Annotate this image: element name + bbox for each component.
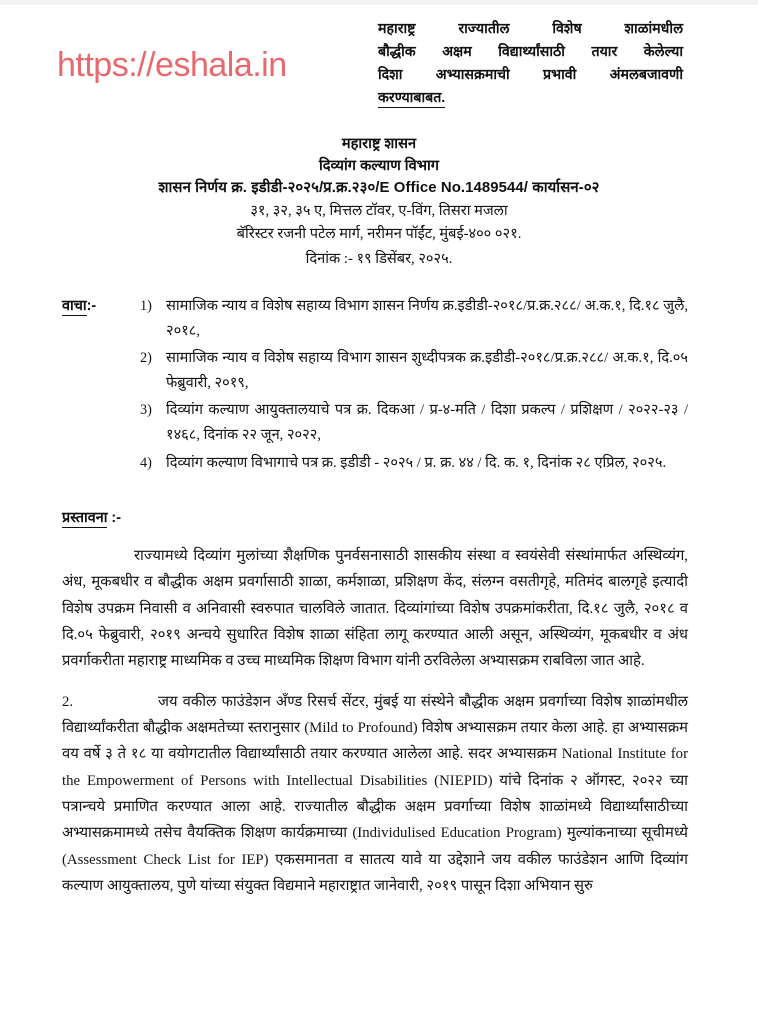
reference-number: 3) (140, 402, 152, 419)
reference-text: दिव्यांग कल्याण विभागाचे पत्र क्र. इडीडी - २०२५ / प्र. क्र. ४४ / दि. क. १, दिनांक २८ एप्रिल, २०२५. (166, 454, 667, 471)
preamble-heading-suffix: :- (107, 510, 122, 526)
paragraph-2-text: जय वकील फाउंडेशन अँण्ड रिसर्च सेंटर, मुंबई या संस्थेने बौद्धीक अक्षम प्रवर्गाच्या विशेष शाळांमधील विद्यार्थ्यांकरीता बौद्धीक अक्षमतेच्या स्तरानुसार (Mild to Profound) विशेष अभ्यासक्रम तयार केला आहे. हा अभ्यासक्रम वय वर्षे ३ ते १८ या वयोगटातील विद्यार्थ्यांसाठी तयार करण्यात आलेला आहे. सदर अभ्यासक्रम National Institute for the Empowerment of Persons with Intellectual Disabilities (NIEPID) यांचे दिनांक २ ऑगस्ट, २०२२ च्या पत्रान्चये प्रमाणित करण्यात आला आहे. राज्यातील बौद्धीक अक्षम प्रवर्गाच्या विशेष शाळांमध्ये विद्यार्थ्यांसाठीच्या अभ्यासक्रमामध्ये तसेच वैयक्तिक शिक्षण कार्यक्रमाच्या (Individulised Education Program) मुल्यांकनाच्या सूचीमध्ये (Assessment Check List for IEP) एकसमानता व सातत्य यावे या उद्देशाने जय वकील फाउंडेशन आणि दिव्यांग कल्याण आयुक्तालय, पुणे यांच्या संयुक्त विद्यमाने महाराष्ट्रात जानेवारी, २०१९ पासून दिशा अभियान सुरु (62, 693, 688, 894)
reference-item (140, 398, 688, 448)
preamble-heading (62, 508, 121, 527)
reference-item (140, 346, 688, 396)
reference-item (140, 294, 688, 344)
address-line-2: बॅरिस्टर रजनी पटेल मार्ग, नरीमन पॉईंट, मुंबई-४०० ०२१. (236, 226, 522, 243)
department-name: दिव्यांग कल्याण विभाग (319, 158, 439, 175)
subject-line-1: महाराष्ट्र राज्यातील विशेष शाळांमधील (378, 21, 683, 37)
government-name: महाराष्ट्र शासन (341, 136, 417, 152)
government-header (0, 133, 758, 271)
site-watermark: https://eshala.in (57, 46, 287, 84)
reference-text: दिव्यांग कल्याण आयुक्तालयाचे पत्र क्र. दिकआ / प्र-४-मति / दिशा प्रकल्प / प्रशिक्षण / २०२२-२३ / १४६८, दिनांक २२ जून, २०२२, (166, 402, 688, 444)
preamble-heading-text: प्रस्तावना (62, 510, 108, 526)
body-text (62, 543, 688, 913)
subject-line-2: बौद्धीक अक्षम विद्यार्थ्यांसाठी तयार केलेल्या (378, 44, 683, 60)
reference-item (140, 451, 688, 476)
subject-line-3: दिशा अभ्यासक्रमाची प्रभावी अंमलबजावणी (378, 67, 683, 83)
document-date: दिनांक :- १९ डिसेंबर, २०२५. (305, 251, 453, 268)
paragraph-1 (62, 543, 688, 675)
reference-number: 1) (140, 298, 152, 314)
references-list (140, 294, 688, 476)
reference-text: सामाजिक न्याय व विशेष सहाय्य विभाग शासन निर्णय क्र.इडीडी-२०१८/प्र.क्र.२८८/ अ.क.१, दि.१८ जुलै, २०१८, (166, 298, 688, 340)
references-label: वाचा:- (62, 298, 97, 314)
reference-number: 2) (140, 350, 152, 367)
paragraph-2 (62, 689, 688, 900)
references-section (62, 294, 688, 478)
address-line-1: ३१, ३२, ३५ ए, मित्तल टॉवर, ए-विंग, तिसरा मजला (250, 203, 508, 219)
paragraph-1-text: राज्यामध्ये दिव्यांग मुलांच्या शैक्षणिक पुनर्वसनासाठी शासकीय संस्था व स्वयंसेवी संस्थांमार्फत अस्थिव्यंग, अंध, मूकबधीर व बौद्धीक अक्षम प्रवर्गासाठी शाळा, कर्मशाळा, प्रशिक्षण केंद, संलग्न वसतीगृहे, मतिमंद बालगृहे इत्यादी विशेष उपक्रम निवासी व अनिवासी स्वरुपात चालविले जातात. दिव्यांगांच्या विशेष उपक्रमांकरीता, दि.१८ जुलै, २०१८ व दि.०५ फेब्रुवारी, २०१९ अन्चये सुधारित विशेष शाळा संहिता लागू करण्यात आली असून, अस्थिव्यंग, मूकबधीर व अंध प्रवर्गाकरीता महाराष्ट्र माध्यमिक व उच्च माध्यमिक शिक्षण विभाग यांनी ठरविलेला अभ्यासक्रम राबविला जात आहे. (62, 548, 688, 670)
paragraph-2-number: 2. (62, 693, 74, 710)
reference-number: 4) (140, 454, 152, 471)
gr-number: शासन निर्णय क्र. इडीडी-२०२५/प्र.क्र.२३०/E Office No.1489544/ कार्यासन-०२ (158, 180, 600, 197)
reference-text: सामाजिक न्याय व विशेष सहाय्य विभाग शासन शुध्दीपत्रक क्र.इडीडी-२०१८/प्र.क्र.२८८/ अ.क.१, दि.०५ फेब्रुवारी, २०१९, (166, 350, 688, 392)
subject-line-4: करण्याबाबत. (378, 90, 446, 106)
subject-block (378, 18, 683, 110)
